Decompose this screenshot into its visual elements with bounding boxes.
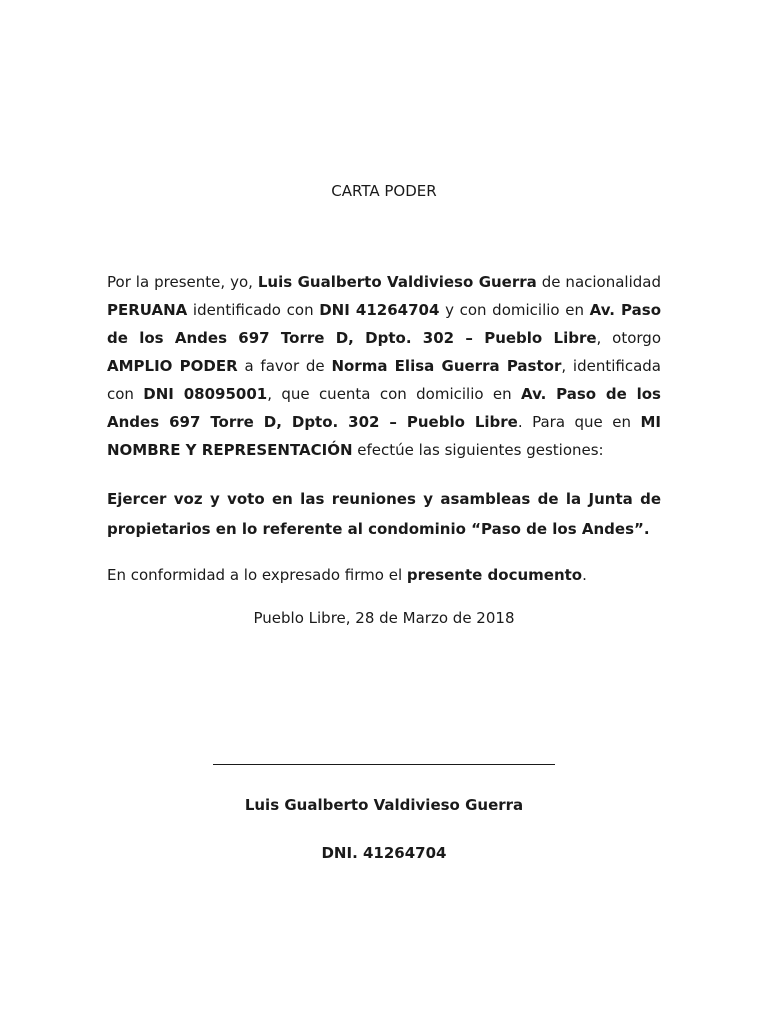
text-segment: a favor de (237, 357, 332, 375)
grantor-dni: DNI 41264704 (319, 301, 440, 319)
present-document-text: presente documento (406, 566, 583, 584)
grant-paragraph (107, 268, 661, 464)
powers-paragraph: Ejercer voz y voto en las reuniones y asambleas de la Junta de propietarios en lo referente al condominio “Paso de los Andes”. (107, 490, 661, 538)
signatory-dni: DNI. 41264704 (321, 844, 447, 862)
conformity-paragraph (107, 561, 661, 589)
text-segment: , que cuenta con domicilio en (267, 385, 521, 403)
text-segment: En conformidad a lo expresado firmo el (107, 566, 407, 584)
text-segment: Por la presente, yo, (107, 273, 258, 291)
grantee-address: Av. Paso de los Andes 697 Torre D, Dpto. 302 – Pueblo Libre (107, 385, 661, 431)
text-segment: identificado con (187, 301, 320, 319)
text-segment: , identificada con (107, 357, 661, 403)
nationality: PERUANA (107, 301, 188, 319)
text-segment: . Para que en (517, 413, 641, 431)
text-segment: . (582, 566, 587, 584)
grantor-address: Av. Paso de los Andes 697 Torre D, Dpto. 302 – Pueblo Libre (107, 301, 662, 347)
text-segment: efectúe las siguientes gestiones: (352, 441, 604, 459)
representation-clause: MI NOMBRE Y REPRESENTACIÓN (107, 413, 661, 459)
signatory-name: Luis Gualberto Valdivieso Guerra (244, 796, 524, 814)
grantor-name: Luis Gualberto Valdivieso Guerra (257, 273, 537, 291)
text-segment: y con domicilio en (439, 301, 590, 319)
grantee-name: Norma Elisa Guerra Pastor (331, 357, 562, 375)
grantee-dni: DNI 08095001 (143, 385, 268, 403)
place-date: Pueblo Libre, 28 de Marzo de 2018 (253, 609, 515, 627)
text-segment: de nacionalidad (536, 273, 661, 291)
power-type: AMPLIO PODER (107, 357, 238, 375)
signature-line (213, 764, 555, 765)
document-title: CARTA PODER (331, 182, 437, 200)
text-segment: , otorgo (596, 329, 661, 347)
